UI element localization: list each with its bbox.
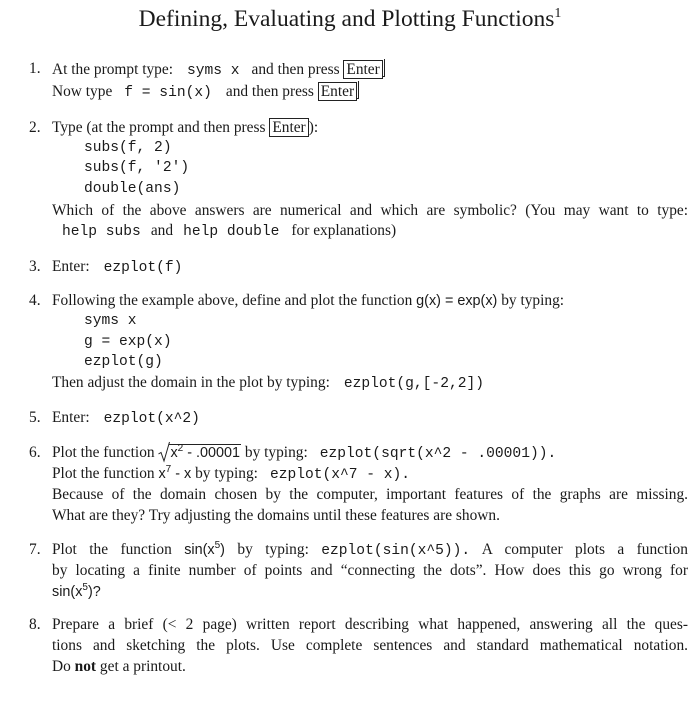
code-syms-x-2: syms x: [84, 313, 137, 329]
function-x7: $x^7$ - x: [158, 464, 192, 482]
item-6-line-1: Plot the function $x^2 - .00001$ by typing: ezplot(sqrt(x^2 - .00001)).: [52, 443, 557, 462]
item-3-line: Enter: ezplot(f): [52, 258, 183, 276]
item-2-help-line: help subs and help double for explanations): [62, 222, 397, 240]
code-ezplot-f: ezplot(f): [103, 260, 183, 276]
item-2-line-1: Type (at the prompt and then press Enter ):: [52, 119, 319, 136]
enter-key: Enter: [318, 82, 357, 101]
item-5-number: 5.: [29, 409, 41, 426]
item-8-number: 8.: [29, 616, 41, 633]
item-6-line-2: Plot the function $x^7$ - x by typing: ezplot(x^7 - x).: [52, 464, 411, 483]
code-help-double: help double: [183, 224, 280, 240]
code-f-sin: f = sin(x): [124, 85, 212, 101]
radical-sign: [158, 441, 170, 463]
function-sin-x5: $\sin(x^5)$: [184, 540, 225, 558]
item-8-line-3: Do not get a printout.: [52, 658, 186, 675]
code-ezplot-x2: ezplot(x^2): [103, 411, 200, 427]
item-7-line-1: Plot the function $\sin(x^5)$ by typing: ezplot(sin(x^5)). A computer plots a function: [52, 540, 688, 559]
code-ezplot-sqrt: ezplot(sqrt(x^2 - .00001)).: [319, 446, 557, 462]
enter-key: Enter: [343, 60, 382, 79]
item-4-line-1: Following the example above, define and plot the function g(x) = exp(x) by typing:: [52, 292, 565, 309]
code-ezplot-g: ezplot(g): [84, 354, 163, 370]
item-7-number: 7.: [29, 541, 41, 558]
item-4-line-5: Then adjust the domain in the plot by typing: ezplot(g,[-2,2]): [52, 374, 484, 392]
emphasis-not: not: [74, 658, 97, 675]
code-syms-x: syms x: [186, 63, 240, 79]
sqrt-expression: $x^2 - .00001$: [158, 443, 241, 464]
item-2-number: 2.: [29, 119, 41, 136]
item-6-line-3: Because of the domain chosen by the computer, important features of the graphs are missing.: [52, 486, 688, 503]
item-6-line-4: What are they? Try adjusting the domains until these features are shown.: [52, 507, 500, 524]
code-help-subs: help subs: [62, 224, 141, 240]
item-5-line: Enter: ezplot(x^2): [52, 409, 200, 427]
item-7-line-2: by locating a finite number of points and “connecting the dots”. How does this go wrong for: [52, 562, 688, 579]
footnote-marker: 1: [554, 6, 562, 21]
item-7-line-3: [52, 581, 101, 602]
code-double-ans: double(ans): [84, 181, 181, 197]
enter-key: Enter: [269, 118, 308, 137]
code-subs-f-string: subs(f, '2'): [84, 160, 190, 176]
item-1-line-2: Now type f = sin(x) and then press Enter: [52, 80, 359, 101]
item-8-line-2: tions and sketching the plots. Use complete sentences and standard mathematical notation.: [52, 637, 688, 654]
item-4-number: 4.: [29, 292, 41, 309]
code-subs-f-2: subs(f, 2): [84, 140, 172, 156]
item-1-number: 1.: [29, 60, 41, 77]
code-ezplot-sin: ezplot(sin(x^5)).: [321, 543, 471, 559]
item-8-line-1: Prepare a brief (< 2 page) written report describing what happened, answering all the ques-: [52, 616, 688, 633]
item-2-question: Which of the above answers are numerical and which are symbolic? (You may want to type:: [52, 202, 688, 219]
code-g-exp: g = exp(x): [84, 334, 172, 350]
code-ezplot-x7: ezplot(x^7 - x).: [269, 467, 411, 483]
item-3-number: 3.: [29, 258, 41, 275]
function-sin-x5-question: $\sin(x^5)$?: [52, 582, 101, 600]
function-g: g(x) = exp(x): [416, 293, 498, 309]
item-1-line-1: At the prompt type: syms x and then press Enter: [52, 58, 385, 79]
code-ezplot-g-domain: ezplot(g,[-2,2]): [343, 376, 484, 392]
item-6-number: 6.: [29, 444, 41, 461]
page-title: Defining, Evaluating and Plotting Functions$^1$: [138, 6, 562, 32]
